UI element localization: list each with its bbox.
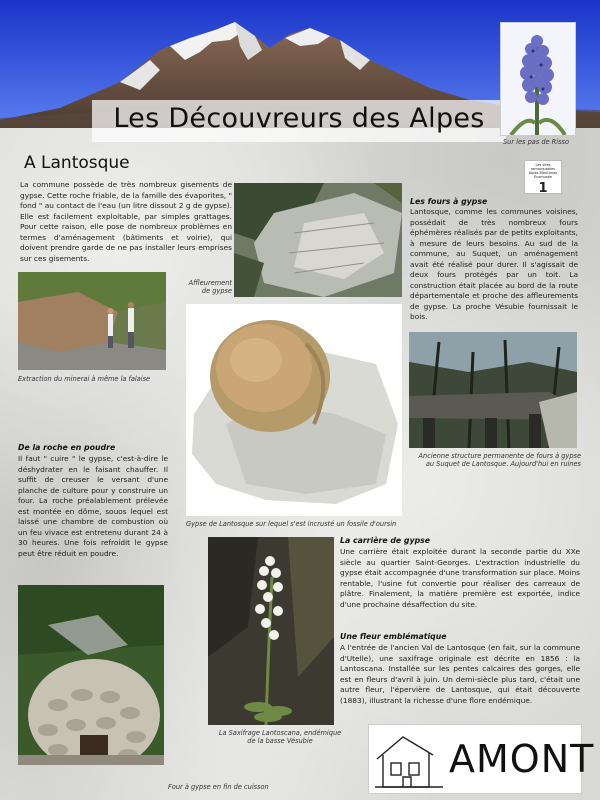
fossil-photo — [186, 304, 402, 516]
extraction-photo — [18, 272, 166, 370]
extraction-caption: Extraction du minerai à même la falaise — [18, 375, 151, 383]
four-cuisson-photo — [18, 585, 164, 765]
fours-heading: Les fours à gypse — [410, 197, 488, 206]
four-cuisson-caption: Four à gypse en fin de cuisson — [168, 783, 269, 791]
four-structure-caption: Ancienne structure permanente de fours à gypse au Suquet de Lantosque. Aujourd'hui en ruines — [418, 452, 581, 469]
site-number-badge — [524, 160, 562, 197]
affleurement-photo — [234, 183, 402, 297]
intro-paragraph: La commune possède de très nombreux gisements de gypse. Cette roche friable, de la famille des évaporites, " fond " au contact de l'eau (un litre dissout 2 g de gypse). Elle est facilement exploitable, par simples grattages. Pour cette raison, elle pose de nombreux problèmes en termes d'aménagement (bâtiments et voirie), qui doivent prendre garde de ne pas installer leurs emprises sur ces gisements. — [20, 180, 232, 263]
badge-number: 1 — [538, 181, 548, 197]
fleur-heading: Une fleur emblématique — [340, 632, 447, 641]
roche-paragraph: Il faut " cuire " le gypse, c'est-à-dire le déshydrater en le faisant chauffer. Il suffit de creuser le versant d'une planche de culture pour y construire un four. La roche préalablement prélevée est montée en dôme, souos lequel est laissé une chambre de combustion où un feu vivace est entretenu durant 24 à 30 heures. Une fois refroidit le gypse peut être réduit en poudre. — [18, 454, 168, 558]
fossil-caption: Gypse de Lantosque sur lequel s'est incrusté un fossile d'oursin — [186, 520, 397, 528]
amont-logo — [368, 724, 595, 794]
carriere-heading: La carrière de gypse — [340, 536, 431, 545]
affleurement-caption: Affleurement de gypse — [188, 279, 232, 296]
badge-small-text: Les sites remarquables Alpes-Maritimes Ecomusée — [528, 163, 558, 180]
section-title: A Lantosque — [24, 153, 130, 173]
saxifrage-photo — [208, 537, 334, 725]
fleur-paragraph: A l'entrée de l'ancien Val de Lantosque (en fait, sur la commune d'Utelle), une saxifrage originale est décrite en 1856 : la Lantoscana. Installée sur les pentes calcaires des gorges, elle est en fleurs d'avril à juin. Un demi-siècle plus tard, c'était une autre fleur, l'épervière de Lantosque, qui était découverte (1883), illustrant la richesse d'une flore endémique. — [340, 643, 580, 705]
carriere-paragraph: Une carrière était exploitée durant la seconde partie du XXe siècle au quartier Saint-Georges. L'extraction industrielle du gypse était accompagnée d'une transformation sur place. Moins rentable, l'usine fut convertie pour réaliser des carreaux de plâtre. Finalement, la matière première est exportée, indice d'une prochaine désaffection du site. — [340, 547, 580, 609]
flower-photo — [500, 22, 576, 136]
saxifrage-caption: La Saxifrage Lantoscana, endémique de la basse Vésubie — [218, 729, 342, 746]
house-sketch-icon — [373, 729, 445, 791]
page-title: Les Découvreurs des Alpes — [113, 103, 485, 134]
logo-text: AMONT — [449, 737, 595, 781]
fours-paragraph: Lantosque, comme les communes voisines, possédait de très nombreux fours éphémères réalisés par de petits exploitants, à mesure de leurs besoins. Au sud de la commune, au Suquet, un aménagement avait été réalisé pour durer. Il s'agissait de deux fours protégés par un toit. La construction était placée au bord de la route départementale et proche des affleurements de gypse. La proche Vésubie fournissait le bois. — [410, 207, 578, 321]
roche-heading: De la roche en poudre — [18, 443, 116, 452]
flower-caption: Sur les pas de Risso — [503, 138, 570, 146]
four-structure-photo — [409, 332, 577, 448]
